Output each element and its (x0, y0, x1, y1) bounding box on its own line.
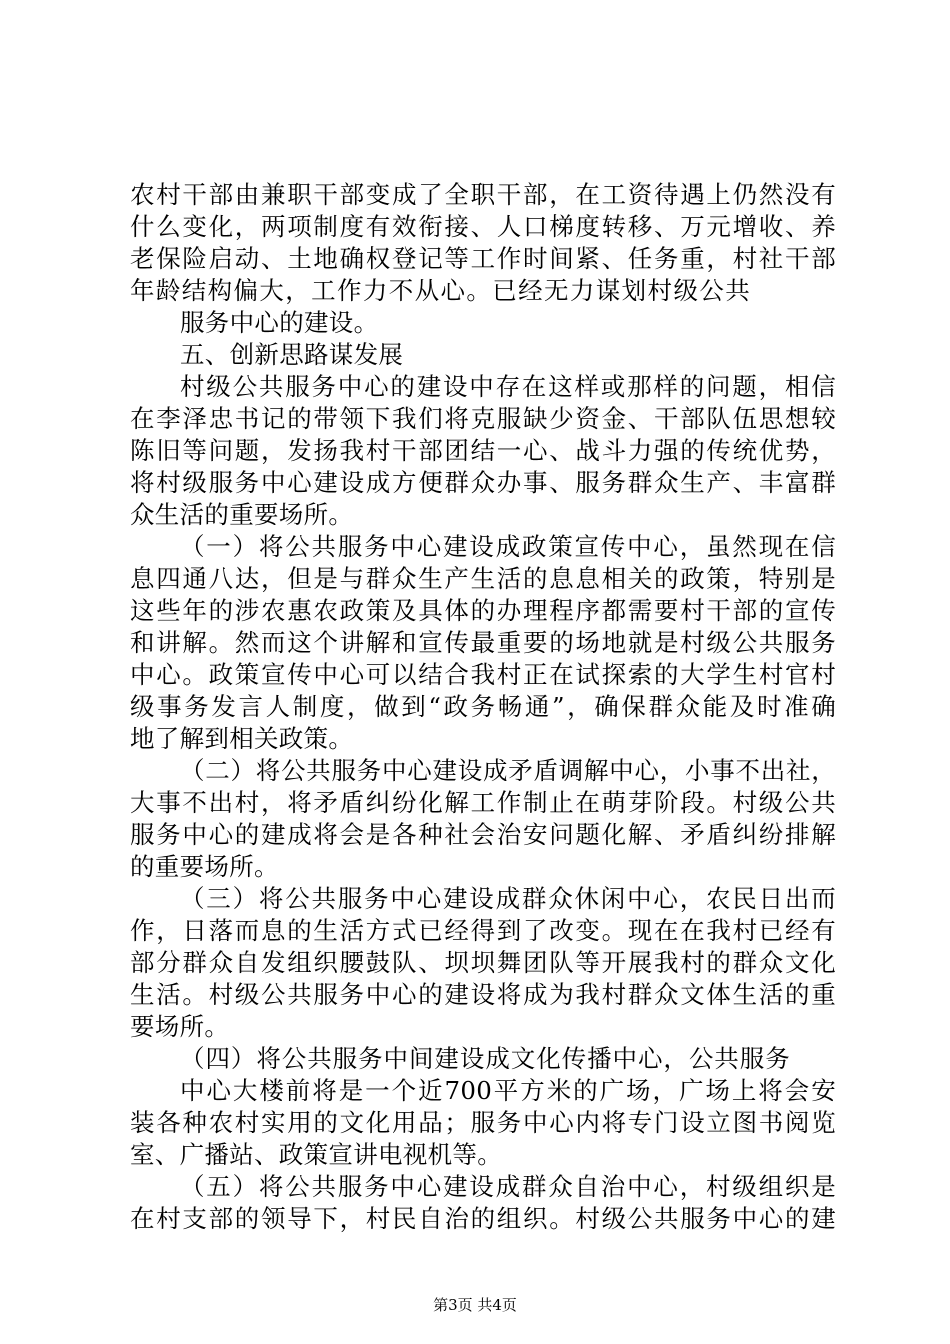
text-line: 这些年的涉农惠农政策及具体的办理程序都需要村干部的宣传 (130, 596, 836, 625)
text-line: 年龄结构偏大，工作力不从心。已经无力谋划村级公共 (130, 276, 750, 305)
section-heading: 五、创新思路谋发展 (180, 340, 404, 369)
text-line: 农村干部由兼职干部变成了全职干部，在工资待遇上仍然没有 (130, 180, 836, 209)
text-line: 服务中心的建设。 (180, 308, 379, 337)
text-line: （四）将公共服务中间建设成文化传播中心，公共服务 (180, 1044, 790, 1073)
text-line: 中心。政策宣传中心可以结合我村正在试探索的大学生村官村 (130, 660, 836, 689)
text-line: 什么变化，两项制度有效衔接、人口梯度转移、万元增收、养 (130, 212, 836, 241)
text-line: 地了解到相关政策。 (130, 724, 354, 753)
text-line: 息四通八达，但是与群众生产生活的息息相关的政策，特别是 (130, 564, 836, 593)
text-line: 将村级服务中心建设成方便群众办事、服务群众生产、丰富群 (130, 468, 836, 497)
page-number-footer: 第3页 共4页 (433, 1296, 517, 1314)
text-line: 装各种农村实用的文化用品；服务中心内将专门设立图书阅览 (130, 1108, 836, 1137)
text-line: 生活。村级公共服务中心的建设将成为我村群众文体生活的重 (130, 980, 836, 1009)
text-line: （一）将公共服务中心建设成政策宣传中心，虽然现在信 (180, 532, 836, 561)
text-line: 大事不出村，将矛盾纠纷化解工作制止在萌芽阶段。村级公共 (130, 788, 836, 817)
text-line: 在李泽忠书记的带领下我们将克服缺少资金、干部队伍思想较 (130, 404, 836, 433)
text-line: 村级公共服务中心的建设中存在这样或那样的问题，相信 (180, 372, 836, 401)
text-line: 室、广播站、政策宣讲电视机等。 (130, 1140, 502, 1169)
text-line: （二）将公共服务中心建设成矛盾调解中心，小事不出社， (180, 756, 836, 785)
text-line: 部分群众自发组织腰鼓队、坝坝舞团队等开展我村的群众文化 (130, 948, 836, 977)
text-line: 中心大楼前将是一个近700平方米的广场，广场上将会安 (180, 1076, 836, 1105)
text-line: 服务中心的建成将会是各种社会治安问题化解、矛盾纠纷排解 (130, 820, 836, 849)
text-line: 陈旧等问题，发扬我村干部团结一心、战斗力强的传统优势， (130, 436, 836, 465)
text-line: （三）将公共服务中心建设成群众休闲中心，农民日出而 (180, 884, 836, 913)
text-line: 老保险启动、土地确权登记等工作时间紧、任务重，村社干部 (130, 244, 836, 273)
text-line: 的重要场所。 (130, 852, 279, 881)
text-line: 作，日落而息的生活方式已经得到了改变。现在在我村已经有 (130, 916, 836, 945)
text-line: 在村支部的领导下，村民自治的组织。村级公共服务中心的建 (130, 1204, 836, 1233)
text-line: （五）将公共服务中心建设成群众自治中心，村级组织是 (180, 1172, 836, 1201)
text-line: 和讲解。然而这个讲解和宣传最重要的场地就是村级公共服务 (130, 628, 836, 657)
text-line: 要场所。 (130, 1012, 230, 1041)
text-line: 级事务发言人制度，做到“政务畅通”，确保群众能及时准确 (130, 692, 836, 721)
text-line: 众生活的重要场所。 (130, 500, 354, 529)
